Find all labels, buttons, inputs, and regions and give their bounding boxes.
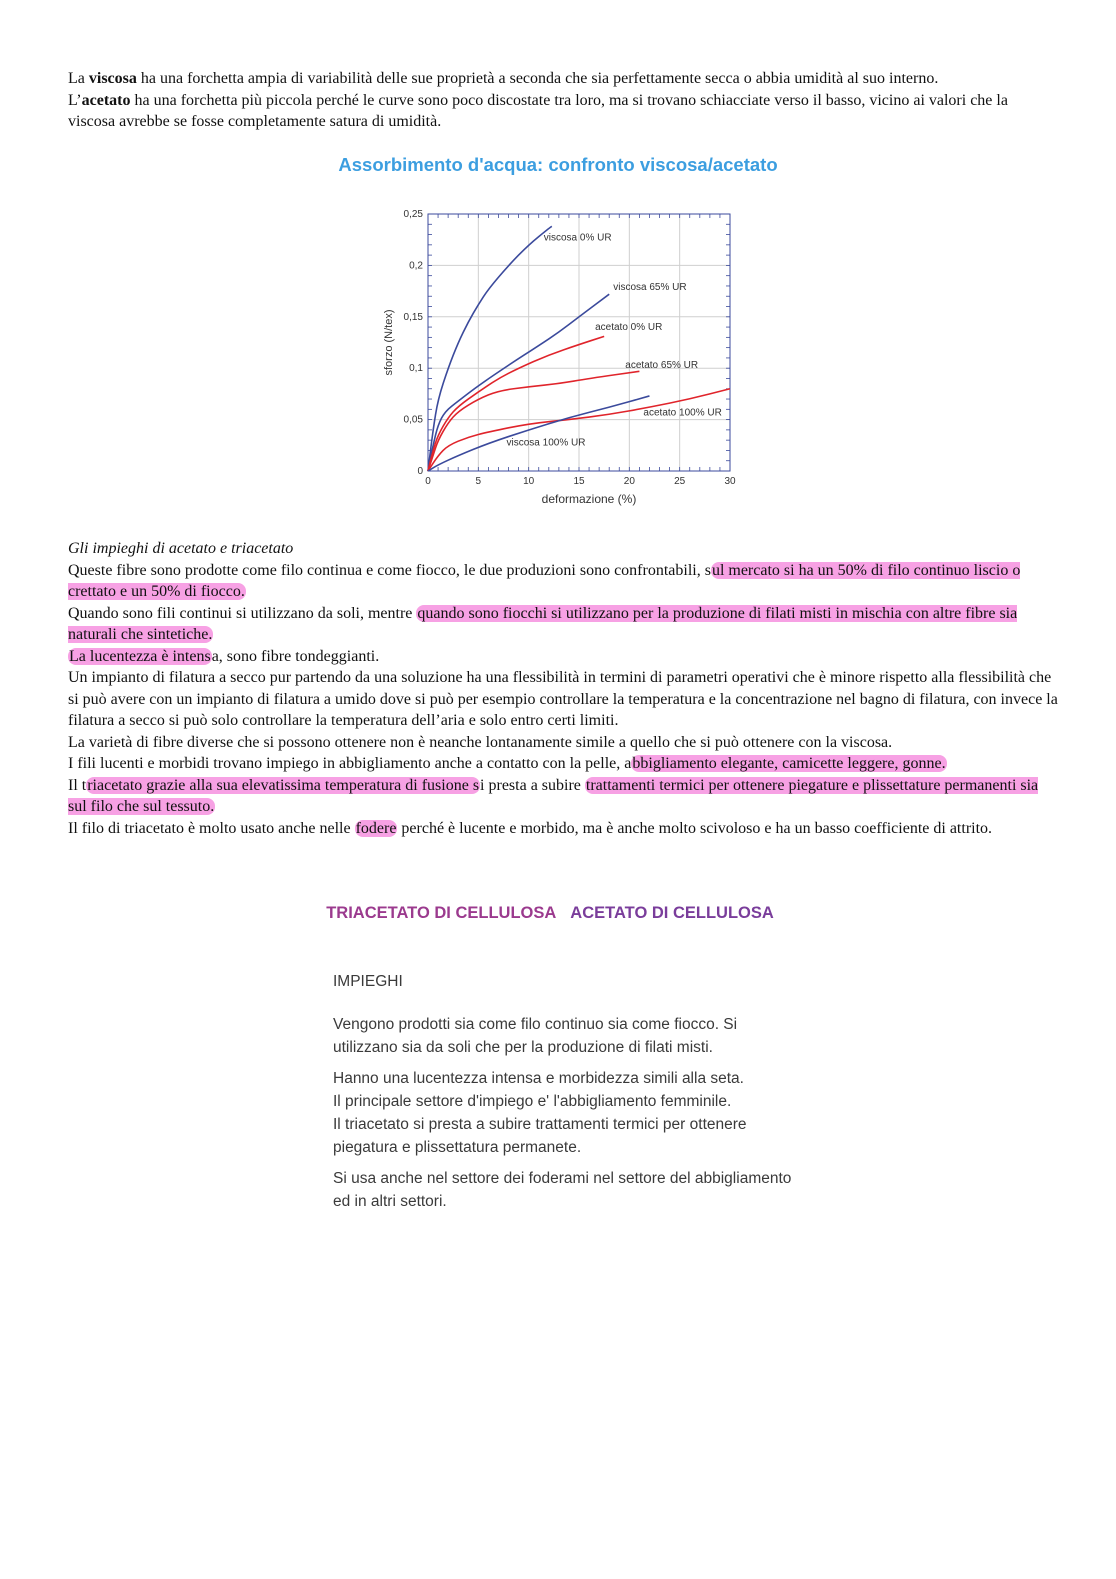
series-line-acetato-65-ur: [428, 371, 639, 471]
highlight-fiocchi: quando sono fiocchi si utilizzano per la produzione di filati misti in mischia con altre fibre sia naturali che sintetiche.: [68, 604, 1018, 643]
acetato-heading: ACETATO DI CELLULOSA: [570, 904, 774, 922]
y-tick-label: 0: [417, 466, 423, 477]
x-tick-label: 5: [475, 476, 482, 487]
impieghi-heading: IMPIEGHI: [333, 973, 403, 990]
series-label-viscosa-65-ur: viscosa 65% UR: [613, 282, 687, 294]
x-tick-label: 10: [523, 476, 535, 487]
x-tick-label: 25: [674, 476, 686, 487]
highlight-abbigliamento: bbigliamento elegante, camicette leggere, gonne.: [632, 755, 946, 772]
chart-grid: [428, 214, 730, 471]
highlight-fodere: fodere: [355, 819, 397, 837]
series-label-acetato-65-ur: acetato 65% UR: [625, 360, 699, 372]
stress-strain-chart: [378, 196, 748, 516]
y-tick-label: 0,25: [403, 209, 423, 220]
impieghi-paragraph-1: Vengono prodotti sia come filo continuo sia come fiocco. Si utilizzano sia da soli che per la produzione di filati misti.: [333, 1016, 738, 1056]
highlight-mercato: ul mercato si ha un 50% di filo continuo liscio o crettato e un 50% di fiocco.: [68, 561, 1021, 600]
paragraph-produzione: Queste fibre sono prodotte come filo continua e come fiocco, le due produzioni sono confrontabili, sul mercato si ha un 50% di filo continuo liscio o crettato e un 50% di fiocco.: [68, 561, 1021, 600]
paragraph-lucentezza: La lucentezza è intensa, sono fibre tondeggianti.: [69, 647, 380, 665]
paragraph-fili-lucenti: I fili lucenti e morbidi trovano impiego in abbigliamento anche a contatto con la pelle, abbigliamento elegante, camicette leggere, gonne.: [68, 755, 946, 772]
highlight-trattamenti: trattamenti termici per ottenere piegature e plissettature permanenti sia sul filo che sul tessuto.: [68, 776, 1039, 815]
x-axis-label: deformazione (%): [541, 492, 637, 506]
y-tick-label: 0,05: [403, 414, 423, 426]
paragraph-varieta: La varietà di fibre diverse che si possono ottenere non è neanche lontanamente simile a quello che si può ottenere con la viscosa.: [68, 733, 893, 751]
intro-paragraph-viscosa: La viscosa ha una forchetta ampia di variabilità delle sue proprietà a seconda che sia perfettamente secca o abbia umidità al suo interno.: [68, 70, 939, 87]
impieghi-paragraph-2: Hanno una lucentezza intensa e morbidezza simili alla seta. Il principale settore d'impiego e' l'abbigliamento femminile. Il triacetato si presta a subire trattamenti termici per ottenere piegatura e plissettatura permanete.: [333, 1070, 747, 1156]
y-tick-label: 0,2: [409, 260, 423, 272]
y-axis-label: sforzo (N/tex): [383, 309, 395, 376]
series-line-viscosa-100-ur: [428, 396, 649, 471]
triacetato-heading: TRIACETATO DI CELLULOSA: [326, 904, 557, 922]
impieghi-paragraph-3: Si usa anche nel settore dei foderami nel settore del abbigliamento ed in altri settori.: [333, 1170, 792, 1210]
series-label-acetato-0-ur: acetato 0% UR: [595, 322, 663, 334]
section-heading: Gli impieghi di acetato e triacetato: [68, 540, 294, 557]
series-label-viscosa-100-ur: viscosa 100% UR: [506, 437, 586, 449]
highlight-lucentezza: La lucentezza è intens: [69, 647, 211, 665]
x-tick-label: 0: [425, 476, 431, 487]
series-label-acetato-100-ur: acetato 100% UR: [643, 407, 722, 419]
x-tick-label: 15: [573, 476, 585, 487]
chart-title: Assorbimento d'acqua: confronto viscosa/acetato: [338, 154, 778, 175]
paragraph-fodere: Il filo di triacetato è molto usato anche nelle fodere perché è lucente e morbido, ma è anche molto scivoloso e ha un basso coefficiente di attrito.: [68, 819, 993, 837]
y-tick-label: 0,15: [403, 311, 423, 323]
paragraph-filatura: Un impianto di filatura a secco pur partendo da una soluzione ha una flessibilità in termini di parametri operativi che è minore rispetto alla flessibilità che si può avere con un impianto di filatura a umido dove si può per esempio controllare la temperatura e la concentrazione nel bagno di filatura, con invece la filatura a secco si può solo controllare la temperatura dell’aria e solo entro certi limiti.: [68, 669, 1058, 729]
term-acetato: acetato: [81, 91, 131, 109]
x-tick-label: 30: [724, 476, 736, 487]
series-label-viscosa-0-ur: viscosa 0% UR: [543, 232, 612, 244]
impieghi-box: [333, 970, 803, 1221]
paragraph-triacetato: Il triacetato grazie alla sua elevatissima temperatura di fusione si presta a subire trattamenti termici per ottenere piegature e plissettature permanenti sia sul filo che sul tessuto.: [68, 776, 1039, 815]
intro-text: [68, 68, 1058, 133]
x-tick-label: 20: [623, 476, 635, 487]
highlight-fusione: riacetato grazie alla sua elevatissima temperatura di fusione s: [87, 776, 480, 794]
paragraph-fili-continui: Quando sono fili continui si utilizzano da soli, mentre quando sono fiocchi si utilizzano per la produzione di filati misti in mischia con altre fibre sia naturali che sintetiche.: [68, 604, 1018, 643]
intro-paragraph-acetato: L’acetato ha una forchetta più piccola perché le curve sono poco discostate tra loro, ma si trovano schiacciate verso il basso, vicino ai valori che la viscosa avrebbe se fosse completamente satura di umidità.: [68, 91, 1008, 130]
term-viscosa: viscosa: [88, 70, 137, 87]
y-tick-label: 0,1: [409, 363, 423, 375]
cellulosa-header: [0, 904, 1100, 923]
impieghi-section: [68, 538, 1058, 839]
